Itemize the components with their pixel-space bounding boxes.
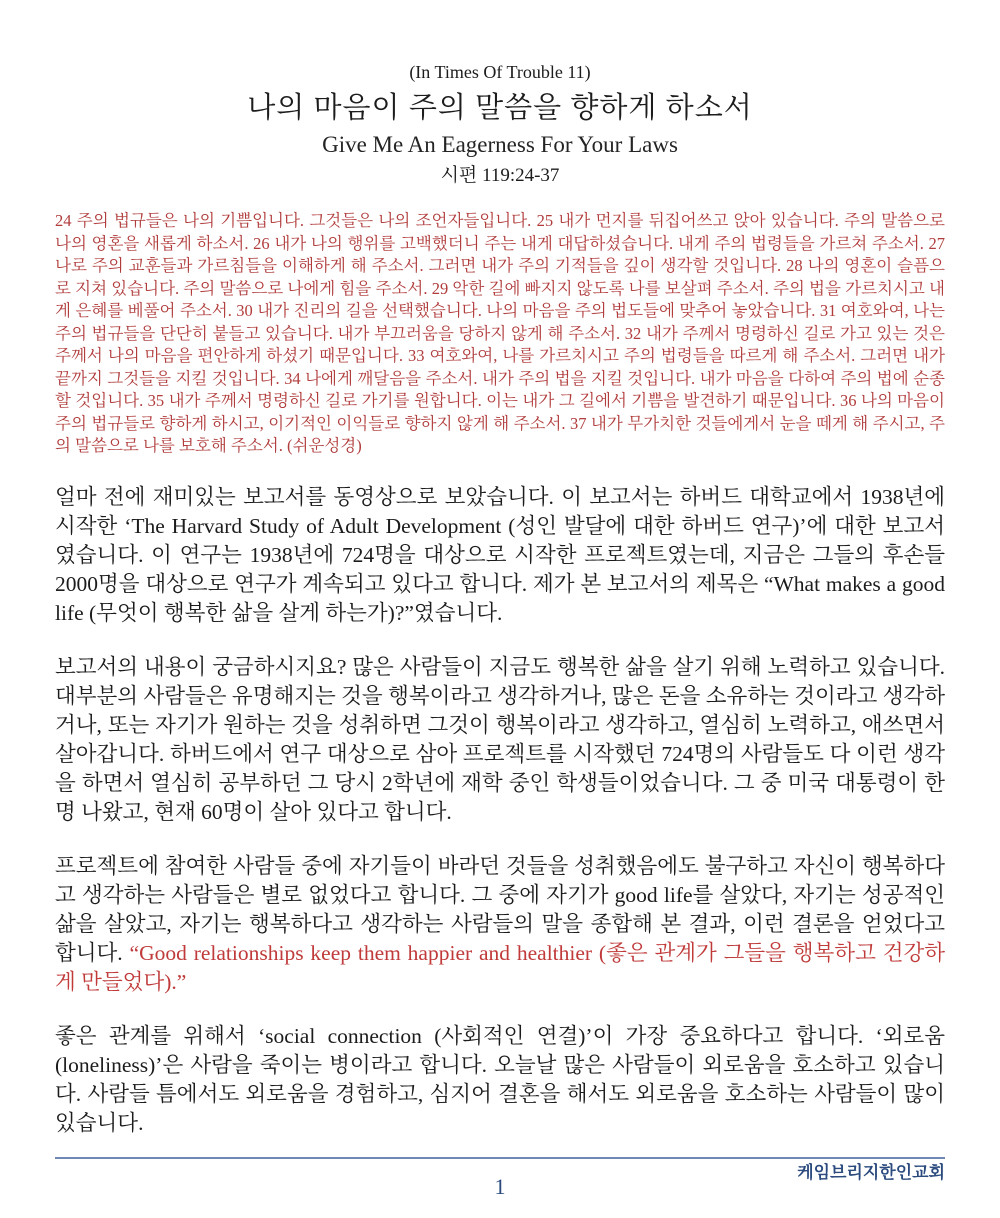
paragraph-pursuit-of-happiness: 보고서의 내용이 궁금하시지요? 많은 사람들이 지금도 행복한 삶을 살기 위해 노력하고 있습니다. 대부분의 사람들은 유명해지는 것을 행복이라고 생각하거나, 많은 돈을 소유하는 것이라고 생각하거나, 또는 자기가 원하는 것을 성취하면 그것이 행복이라고 생각하고, 열심히 노력하고, 애쓰면서 살아갑니다. 하버드에서 연구 대상으로 삼아 프로젝트를 시작했던 724명의 사람들도 다 이런 생각을 하면서 열심히 공부하던 그 당시 2학년에 재학 중인 학생들이었습니다. 그 중 미국 대통령이 한 명 나왔고, 현재 60명이 살아 있다고 합니다. [55, 654, 945, 824]
page-number: 1 [494, 1174, 506, 1199]
good-relationships-quote: “Good relationships keep them happier and healthier (좋은 관계가 그들을 행복하고 건강하게 만들었다).” [55, 940, 945, 994]
paragraph-harvard-study: 얼마 전에 재미있는 보고서를 동영상으로 보았습니다. 이 보고서는 하버드 대학교에서 1938년에 시작한 ‘The Harvard Study of Adult Development (성인 발달에 대한 하버드 연구)’에 대한 보고서였습니다. 이 연구는 1938년에 724명을 대상으로 시작한 프로젝트였는데, 지금은 그들의 후손들 2000명을 대상으로 연구가 계속되고 있다고 합니다. 제가 본 보고서의 제목은 “What makes a good life (무엇이 행복한 삶을 살게 하는가)?”였습니다. [55, 484, 945, 625]
scripture-reference: 시편 119:24-37 [440, 165, 560, 186]
sermon-body [55, 483, 945, 1138]
page-footer [55, 1157, 945, 1217]
paragraph-social-connection: 좋은 관계를 위해서 ‘social connection (사회적인 연결)’이 가장 중요하다고 합니다. ‘외로움 (loneliness)’은 사람을 죽이는 병이라고 합니다. 오늘날 많은 사람들이 외로움을 호소하고 있습니다. 사람들 틈에서도 외로움을 경험하고, 심지어 결혼을 해서도 외로움을 호소하는 사람들이 많이 있습니다. [55, 1023, 945, 1135]
church-name: 케임브리지한인교회 [797, 1163, 945, 1182]
paragraph-study-conclusion-text: 프로젝트에 참여한 사람들 중에 자기들이 바라던 것들을 성취했음에도 불구하고 자신이 행복하다고 생각하는 사람들은 별로 없었다고 합니다. 그 중에 자기가 good life를 살았다, 자기는 성공적인 삶을 살았고, 자기는 행복하다고 생각하는 사람들의 말을 종합해 본 결과, 이런 결론을 얻었다고 합니다. [55, 853, 945, 965]
sermon-title-korean: 나의 마음이 주의 말씀을 향하게 하소서 [247, 92, 753, 124]
document-header [55, 60, 945, 189]
footer-divider [55, 1157, 945, 1159]
paragraph-study-conclusion [55, 852, 945, 997]
sermon-title-english: Give Me An Eagerness For Your Laws [322, 132, 678, 157]
series-title: (In Times Of Trouble 11) [409, 62, 591, 82]
scripture-passage: 24 주의 법규들은 나의 기쁨입니다. 그것들은 나의 조언자들입니다. 25 내가 먼지를 뒤집어쓰고 앉아 있습니다. 주의 말씀으로 나의 영혼을 새롭게 하소서. 26 내가 나의 행위를 고백했더니 주는 내게 대답하셨습니다. 내게 주의 법령들을 가르쳐 주소서. 27 나로 주의 교훈들과 가르침들을 이해하게 해 주소서. 그러면 내가 주의 기적들을 깊이 생각할 것입니다. 28 나의 영혼이 슬픔으로 지쳐 있습니다. 주의 말씀으로 나에게 힘을 주소서. 29 악한 길에 빠지지 않도록 나를 보살펴 주소서. 주의 법을 가르치시고 내게 은혜를 베풀어 주소서. 30 내가 진리의 길을 선택했습니다. 나의 마음을 주의 법도들에 맞추어 놓았습니다. 31 여호와여, 나는 주의 법규들을 단단히 붙들고 있습니다. 내가 부끄러움을 당하지 않게 해 주소서. 32 내가 주께서 명령하신 길로 가고 있는 것은 주께서 나의 마음을 편안하게 하셨기 때문입니다. 33 여호와여, 나를 가르치시고 주의 법령들을 따르게 해 주소서. 그러면 내가 끝까지 그것들을 지킬 것입니다. 34 나에게 깨달음을 주소서. 내가 주의 법을 지킬 것입니다. 내가 마음을 다하여 주의 법에 순종할 것입니다. 35 내가 주께서 명령하신 길로 가기를 원합니다. 이는 내가 그 길에서 기쁨을 발견하기 때문입니다. 36 나의 마음이 주의 법규들로 향하게 하시고, 이기적인 이익들로 향하지 않게 해 주소서. 37 내가 무가치한 것들에게서 눈을 떼게 해 주시고, 주의 말씀으로 나를 보호해 주소서. (쉬운성경) [55, 211, 945, 455]
